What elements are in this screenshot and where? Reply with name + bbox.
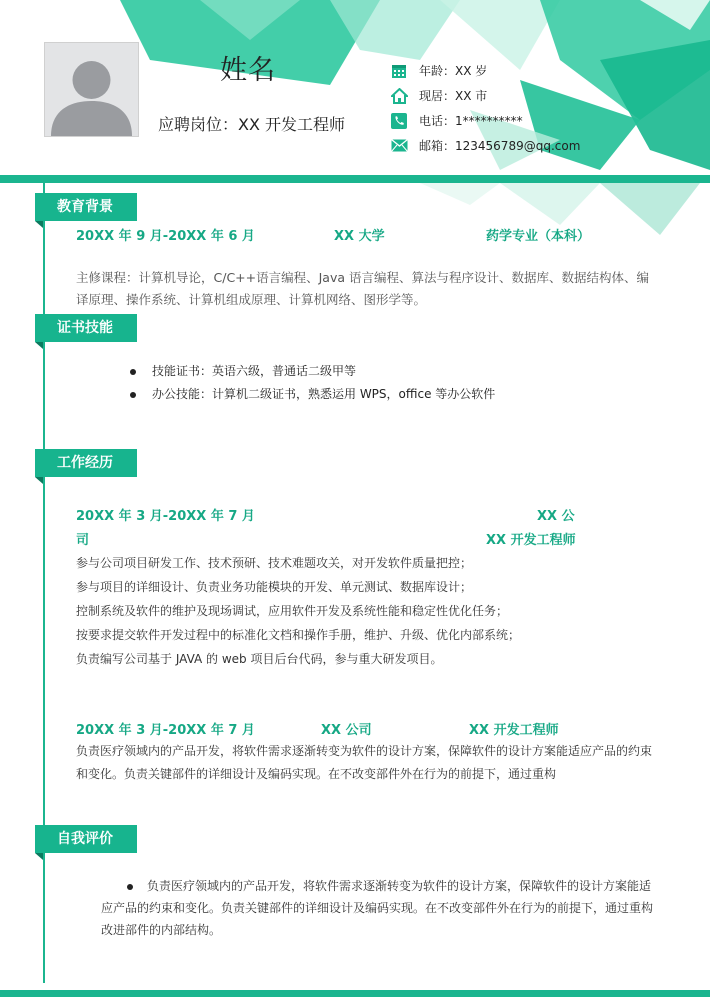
header-divider [0, 175, 710, 183]
home-icon [390, 87, 408, 105]
self-evaluation-text [101, 875, 653, 941]
job-role: XX 开发工程师 [486, 533, 576, 548]
position-label: 应聘岗位：XX 开发工程师 [158, 115, 346, 134]
job-period: 20XX 年 3 月-20XX 年 7 月 [76, 509, 255, 524]
contact-email [390, 133, 580, 158]
list-item [130, 385, 495, 402]
job-period: 20XX 年 3 月-20XX 年 7 月 [76, 723, 255, 738]
avatar-placeholder-icon [45, 43, 138, 136]
section-title-work: 工作经历 [35, 449, 137, 477]
mail-icon [390, 137, 408, 155]
job-company: XX 公司 [321, 723, 372, 738]
job-company-continued: 司 [76, 533, 90, 548]
calendar-icon [390, 62, 408, 80]
contact-text: 现居：XX 市 [419, 89, 488, 103]
job-description: 负责医疗领域内的产品开发，将软件需求逐渐转变为软件的设计方案，保障软件的设计方案能适应产品的约束和变化。负责关键部件的详细设计及编码实现。在不改变部件外在行为的前提下，通过重构 [76, 744, 653, 781]
job-duty-line: 负责编写公司基于 JAVA 的 web 项目后台代码，参与重大研发项目。 [76, 652, 443, 666]
bullet-icon [127, 884, 133, 890]
avatar [44, 42, 139, 137]
contact-phone [390, 108, 580, 133]
timeline-line [43, 183, 45, 983]
section-title-self-evaluation: 自我评价 [35, 825, 137, 853]
name-heading: 姓名 [220, 55, 276, 86]
section-title-education: 教育背景 [35, 193, 137, 221]
bullet-icon [130, 369, 136, 375]
job-duty-line: 参与公司项目研发工作、技术预研、技术难题攻关，对开发软件质量把控； [76, 556, 473, 570]
phone-icon [390, 112, 408, 130]
list-item [130, 362, 356, 379]
contact-age [390, 58, 580, 83]
contact-text: 年龄：XX 岁 [419, 64, 488, 78]
education-major: 药学专业（本科） [486, 229, 591, 244]
education-period: 20XX 年 9 月-20XX 年 6 月 [76, 229, 255, 244]
job-duty-line: 控制系统及软件的维护及现场调试，应用软件开发及系统性能和稳定性优化任务； [76, 604, 509, 618]
job-company: XX 公 [537, 509, 575, 524]
contact-list [390, 58, 580, 158]
education-school: XX 大学 [334, 229, 385, 244]
job-duty-line: 按要求提交软件开发过程中的标准化文档和操作手册，维护、升级、优化内部系统； [76, 628, 521, 642]
education-courses: 主修课程：计算机导论，C/C++语言编程、Java 语言编程、算法与程序设计、数据库、数据结构体、编译原理、操作系统、计算机组成原理、计算机网络、图形学等。 [76, 270, 649, 307]
section-title-certificates: 证书技能 [35, 314, 137, 342]
self-evaluation-body: 负责医疗领域内的产品开发，将软件需求逐渐转变为软件的设计方案，保障软件的设计方案能适应产品的约束和变化。负责关键部件的详细设计及编码实现。在不改变部件外在行为的前提下，通过重构改进部件的内部结构。 [101, 879, 654, 937]
bullet-icon [130, 392, 136, 398]
contact-text: 邮箱：123456789@qq.com [419, 139, 581, 153]
contact-text: 电话：1********** [419, 114, 523, 128]
certificate-text: 技能证书：英语六级，普通话二级甲等 [152, 364, 357, 378]
resume-header [0, 0, 710, 175]
job-duties [76, 551, 654, 671]
footer-divider [0, 990, 710, 997]
contact-city [390, 83, 580, 108]
certificate-text: 办公技能：计算机二级证书，熟悉运用 WPS，office 等办公软件 [152, 387, 496, 401]
job-duty-line: 参与项目的详细设计、负责业务功能模块的开发、单元测试、数据库设计； [76, 580, 473, 594]
job-role: XX 开发工程师 [469, 723, 559, 738]
